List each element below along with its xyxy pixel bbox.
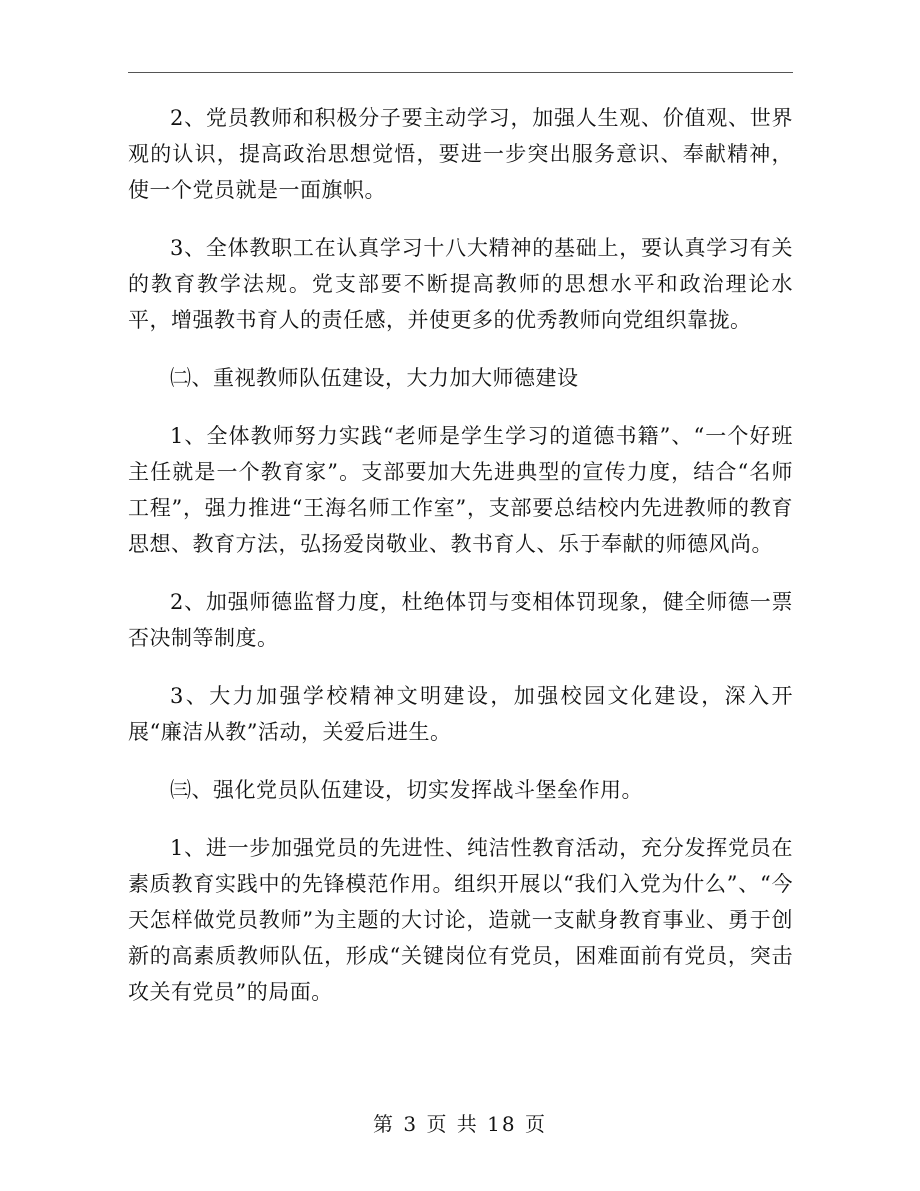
paragraph: 1、进一步加强党员的先进性、纯洁性教育活动，充分发挥党员在素质教育实践中的先锋模范作用。组织开展以“我们入党为什么”、“今天怎样做党员教师”为主题的大讨论，造就一支献身教育事业、勇于创新的高素质教师队伍，形成“关键岗位有党员，困难面前有党员，突击攻关有党员”的局面。: [128, 836, 793, 1004]
paragraph: 3、大力加强学校精神文明建设，加强校园文化建设，深入开展“廉洁从教”活动，关爱后进生。: [128, 684, 793, 744]
document-body: [128, 100, 793, 1010]
paragraph: 2、党员教师和积极分子要主动学习，加强人生观、价值观、世界观的认识，提高政治思想觉悟，要进一步突出服务意识、奉献精神，使一个党员就是一面旗帜。: [128, 106, 793, 202]
page-number-footer: 第 3 页 共 18 页: [373, 1112, 547, 1136]
header-divider: [128, 72, 793, 73]
section-heading: ㈡、重视教师队伍建设，大力加大师德建设: [170, 366, 579, 390]
section-heading: ㈢、强化党员队伍建设，切实发挥战斗堡垒作用。: [170, 778, 643, 802]
paragraph: 2、加强师德监督力度，杜绝体罚与变相体罚现象，健全师德一票否决制等制度。: [128, 590, 793, 650]
paragraph: 1、全体教师努力实践“老师是学生学习的道德书籍”、“一个好班主任就是一个教育家”。支部要加大先进典型的宣传力度，结合“名师工程”，强力推进“王海名师工作室”，支部要总结校内先进教师的教育思想、教育方法，弘扬爱岗敬业、教书育人、乐于奉献的师德风尚。: [128, 424, 793, 556]
paragraph: 3、全体教职工在认真学习十八大精神的基础上，要认真学习有关的教育教学法规。党支部要不断提高教师的思想水平和政治理论水平，增强教书育人的责任感，并使更多的优秀教师向党组织靠拢。: [128, 236, 793, 332]
